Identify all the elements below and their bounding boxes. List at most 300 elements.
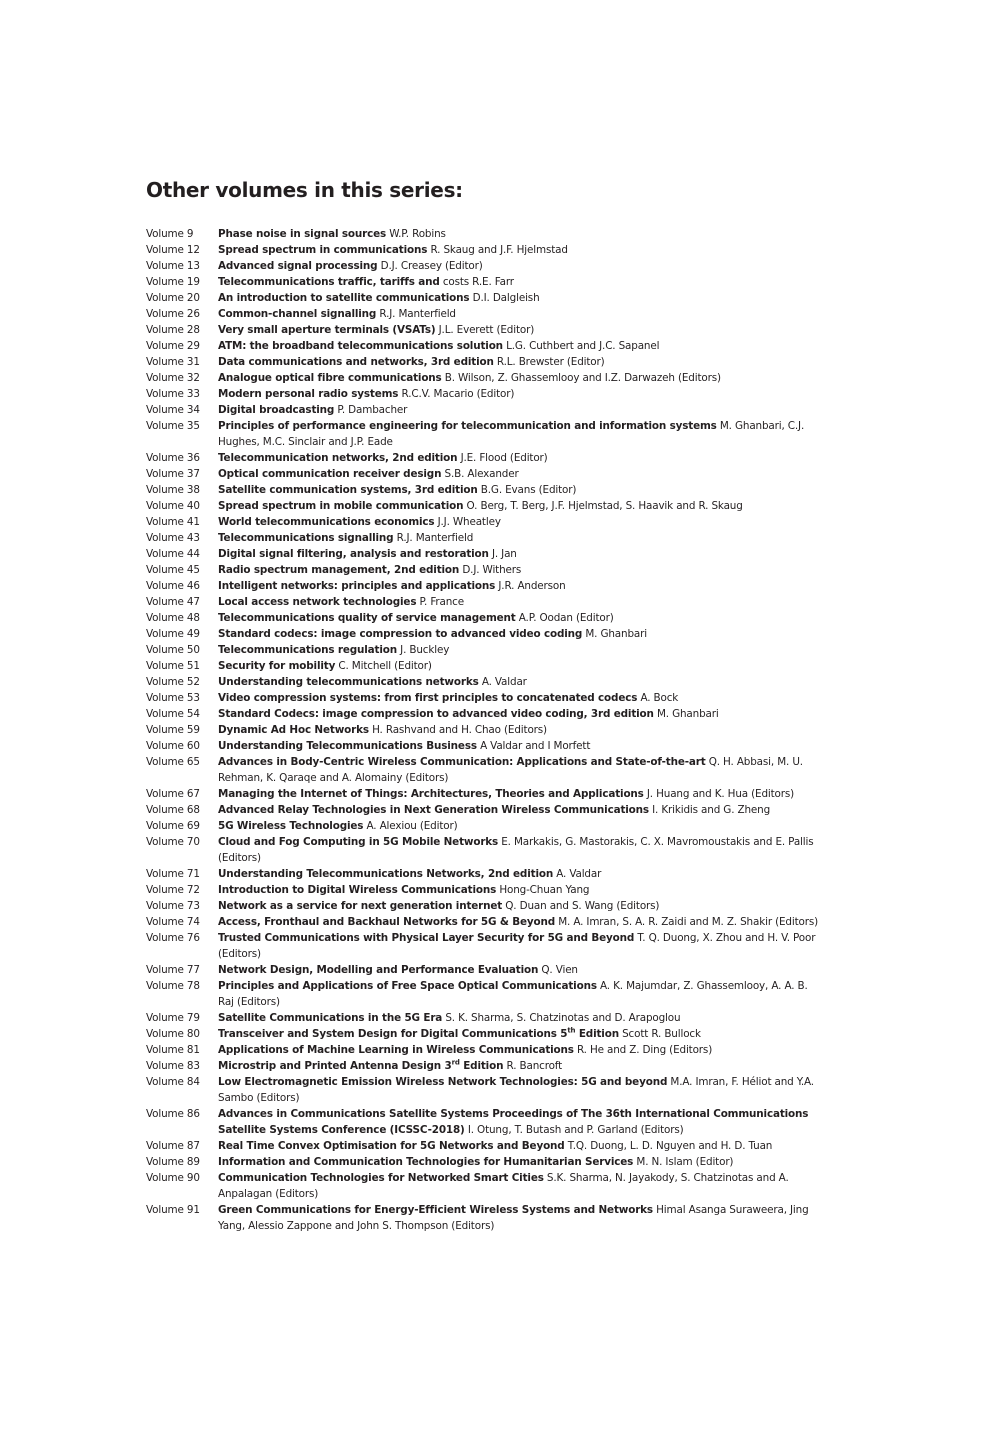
volume-number: Volume 40 (146, 500, 200, 512)
volume-entry (146, 882, 826, 898)
volume-details (218, 290, 826, 306)
volume-title (218, 868, 553, 880)
volume-title-text: Intelligent networks: principles and applications (218, 580, 496, 592)
volume-entry (146, 530, 826, 546)
volume-number: Volume 77 (146, 964, 200, 976)
volume-title (218, 532, 393, 544)
volume-title (218, 1044, 574, 1056)
volume-title (218, 884, 496, 896)
volume-number: Volume 69 (146, 820, 200, 832)
volume-number: Volume 28 (146, 324, 200, 336)
volume-number: Volume 19 (146, 276, 200, 288)
volume-title (218, 708, 654, 720)
volume-number: Volume 89 (146, 1156, 200, 1168)
volume-title-text: Telecommunications regulation (218, 644, 398, 656)
volume-number: Volume 86 (146, 1108, 200, 1120)
volume-authors: A. K. Majumdar, Z. Ghassemlooy, A. A. B. Raj (Editors) (218, 980, 808, 1008)
volume-details (218, 658, 826, 674)
volume-title-text: Common-channel signalling (218, 308, 377, 320)
volume-title (218, 340, 503, 352)
volume-entry (146, 306, 826, 322)
volume-title (218, 580, 495, 592)
volume-title-text: Analogue optical fibre communications (218, 372, 442, 384)
volume-authors: I. Krikidis and G. Zheng (652, 804, 771, 816)
volume-authors: A. Valdar (481, 676, 527, 688)
volume-authors: M. Ghanbari (585, 628, 647, 640)
volume-title (218, 980, 597, 992)
volume-details (218, 1058, 826, 1074)
volume-number: Volume 49 (146, 628, 200, 640)
volume-details (218, 802, 826, 818)
volume-number: Volume 71 (146, 868, 200, 880)
volume-details (218, 1202, 826, 1234)
volume-details (218, 882, 826, 898)
volume-entry (146, 354, 826, 370)
volume-entry (146, 610, 826, 626)
volume-entry (146, 930, 826, 962)
volume-details (218, 866, 826, 882)
volume-entry (146, 898, 826, 914)
volume-number: Volume 33 (146, 388, 200, 400)
volume-title-suffix: Edition (575, 1028, 619, 1040)
volume-number: Volume 65 (146, 756, 200, 768)
volume-details (218, 722, 826, 738)
volume-number: Volume 48 (146, 612, 200, 624)
volume-title (218, 228, 386, 240)
volume-entry (146, 450, 826, 466)
volume-title-text: Spread spectrum in communications (218, 244, 428, 256)
volume-authors: M. N. Islam (Editor) (636, 1156, 734, 1168)
volume-entry (146, 1170, 826, 1202)
volume-title-text: Dynamic Ad Hoc Networks (218, 724, 369, 736)
volume-entry (146, 1026, 826, 1042)
volume-title (218, 900, 502, 912)
volume-title-text: Communication Technologies for Networked Smart Cities (218, 1172, 544, 1184)
volume-details (218, 834, 826, 866)
volume-title-text: ATM: the broadband telecommunications solution (218, 340, 503, 352)
volume-title (218, 500, 463, 512)
volume-title (218, 788, 644, 800)
volume-title-text: Green Communications for Energy-Efficient Wireless Systems and Networks (218, 1204, 653, 1216)
volume-title-text: Microstrip and Printed Antenna Design 3 (218, 1060, 452, 1072)
volume-number: Volume 78 (146, 980, 200, 992)
volume-authors: A.P. Oodan (Editor) (518, 612, 614, 624)
volume-number: Volume 29 (146, 340, 200, 352)
volume-entry (146, 978, 826, 1010)
volume-authors: J.R. Anderson (498, 580, 566, 592)
volume-authors: J. Jan (491, 548, 517, 560)
volume-entry (146, 642, 826, 658)
volume-number: Volume 81 (146, 1044, 200, 1056)
volume-details (218, 562, 826, 578)
volume-details (218, 242, 826, 258)
volume-number: Volume 60 (146, 740, 200, 752)
volume-title-text: Network as a service for next generation internet (218, 900, 503, 912)
volume-authors: J.J. Wheatley (437, 516, 501, 528)
volume-title (218, 1140, 565, 1152)
volume-title-text: Understanding Telecommunications Business (218, 740, 477, 752)
volume-authors: J.L. Everett (Editor) (438, 324, 535, 336)
volume-title (218, 452, 457, 464)
volume-details (218, 482, 826, 498)
volume-title-text: Access, Fronthaul and Backhaul Networks for 5G & Beyond (218, 916, 556, 928)
volume-number: Volume 51 (146, 660, 200, 672)
volume-title-text: Real Time Convex Optimisation for 5G Networks and Beyond (218, 1140, 565, 1152)
volume-title-text: Digital broadcasting (218, 404, 335, 416)
volume-details (218, 674, 826, 690)
volume-title (218, 1060, 503, 1072)
volume-title-text: Data communications and networks, 3rd edition (218, 356, 494, 368)
volume-entry (146, 482, 826, 498)
volume-title-text: Understanding telecommunications networks (218, 676, 479, 688)
volume-number: Volume 84 (146, 1076, 200, 1088)
volume-details (218, 578, 826, 594)
volume-number: Volume 31 (146, 356, 200, 368)
volume-entry (146, 1074, 826, 1106)
volume-details (218, 338, 826, 354)
volume-entry (146, 498, 826, 514)
volume-authors: D.J. Withers (462, 564, 522, 576)
volume-title (218, 756, 706, 768)
volume-authors: S.K. Sharma, N. Jayakody, S. Chatzinotas and A. Anpalagan (Editors) (218, 1172, 789, 1200)
volume-title-text: Trusted Communications with Physical Layer Security for 5G and Beyond (218, 932, 635, 944)
volume-entry (146, 546, 826, 562)
volume-number: Volume 37 (146, 468, 200, 480)
volume-number: Volume 91 (146, 1204, 200, 1216)
volume-details (218, 530, 826, 546)
volume-details (218, 546, 826, 562)
edition-superscript: th (567, 1026, 576, 1035)
volume-details (218, 1106, 826, 1138)
volume-number: Volume 36 (146, 452, 200, 464)
volume-title-text: Spread spectrum in mobile communication (218, 500, 464, 512)
volume-entry (146, 290, 826, 306)
volume-entry (146, 466, 826, 482)
volume-list (146, 226, 826, 1234)
volume-number: Volume 20 (146, 292, 200, 304)
volume-title-text: Advanced Relay Technologies in Next Generation Wireless Communications (218, 804, 649, 816)
volume-title (218, 484, 478, 496)
volume-entry (146, 322, 826, 338)
volume-title (218, 308, 376, 320)
volume-title (218, 356, 494, 368)
volume-title (218, 628, 582, 640)
volume-title (218, 404, 334, 416)
volume-authors: R.L. Brewster (Editor) (496, 356, 605, 368)
volume-entry (146, 802, 826, 818)
volume-number: Volume 76 (146, 932, 200, 944)
volume-entry (146, 754, 826, 786)
volume-details (218, 690, 826, 706)
volume-authors: R.J. Manterfield (396, 532, 474, 544)
volume-entry (146, 386, 826, 402)
volume-number: Volume 34 (146, 404, 200, 416)
volume-entry (146, 626, 826, 642)
volume-entry (146, 1106, 826, 1138)
volume-title (218, 1172, 544, 1184)
volume-authors: I. Otung, T. Butash and P. Garland (Editors) (467, 1124, 684, 1136)
volume-details (218, 754, 826, 786)
volume-title (218, 420, 717, 432)
volume-entry (146, 738, 826, 754)
volume-details (218, 1026, 826, 1042)
volume-entry (146, 1042, 826, 1058)
volume-details (218, 418, 826, 450)
volume-entry (146, 1010, 826, 1026)
volume-authors: O. Berg, T. Berg, J.F. Hjelmstad, S. Haavik and R. Skaug (466, 500, 743, 512)
volume-title-text: Video compression systems: from first principles to concatenated codecs (218, 692, 638, 704)
volume-title-text: Introduction to Digital Wireless Communications (218, 884, 497, 896)
volume-details (218, 1010, 826, 1026)
volume-number: Volume 44 (146, 548, 200, 560)
volume-entry (146, 242, 826, 258)
volume-number: Volume 80 (146, 1028, 200, 1040)
volume-title (218, 372, 442, 384)
volume-entry (146, 402, 826, 418)
volume-title (218, 836, 498, 848)
volume-title (218, 468, 441, 480)
volume-details (218, 1042, 826, 1058)
volume-title-text: Standard codecs: image compression to advanced video coding (218, 628, 583, 640)
volume-authors: Hong-Chuan Yang (499, 884, 590, 896)
volume-entry (146, 818, 826, 834)
volume-number: Volume 59 (146, 724, 200, 736)
volume-authors: Scott R. Bullock (622, 1028, 701, 1040)
volume-entry (146, 690, 826, 706)
volume-number: Volume 70 (146, 836, 200, 848)
volume-entry (146, 866, 826, 882)
volume-title-text: Security for mobility (218, 660, 336, 672)
volume-authors: J.E. Flood (Editor) (460, 452, 548, 464)
volume-number: Volume 38 (146, 484, 200, 496)
volume-details (218, 914, 826, 930)
volume-authors: costs R.E. Farr (442, 276, 514, 288)
volume-title-text: Modern personal radio systems (218, 388, 399, 400)
volume-details (218, 1138, 826, 1154)
volume-title (218, 1076, 667, 1088)
volume-details (218, 354, 826, 370)
volume-title (218, 612, 516, 624)
volume-entry (146, 834, 826, 866)
volume-authors: M. Ghanbari (656, 708, 719, 720)
volume-title-text: An introduction to satellite communications (218, 292, 470, 304)
volume-title-suffix: Edition (459, 1060, 504, 1072)
volume-title-text: Information and Communication Technologies for Humanitarian Services (218, 1156, 634, 1168)
volume-entry (146, 674, 826, 690)
volume-title (218, 740, 477, 752)
volume-details (218, 514, 826, 530)
volume-title-text: Advanced signal processing (218, 260, 378, 272)
volume-authors: B.G. Evans (Editor) (480, 484, 577, 496)
volume-authors: Himal Asanga Suraweera, Jing Yang, Alessio Zappone and John S. Thompson (Editors) (218, 1204, 809, 1232)
volume-number: Volume 13 (146, 260, 200, 272)
volume-authors: P. Dambacher (337, 404, 408, 416)
volume-title-text: Principles and Applications of Free Space Optical Communications (218, 980, 597, 992)
volume-authors: T. Q. Duong, X. Zhou and H. V. Poor (Editors) (218, 932, 816, 960)
volume-entry (146, 658, 826, 674)
volume-details (218, 402, 826, 418)
volume-number: Volume 47 (146, 596, 200, 608)
volume-details (218, 626, 826, 642)
volume-title (218, 1204, 653, 1216)
volume-title (218, 388, 398, 400)
volume-number: Volume 52 (146, 676, 200, 688)
volume-authors: B. Wilson, Z. Ghassemlooy and I.Z. Darwazeh (Editors) (444, 372, 721, 384)
volume-details (218, 706, 826, 722)
volume-title (218, 820, 363, 832)
volume-title (218, 932, 634, 944)
volume-title-text: 5G Wireless Technologies (218, 820, 364, 832)
volume-authors: M. Ghanbari, C.J. Hughes, M.C. Sinclair and J.P. Eade (218, 420, 805, 448)
volume-details (218, 962, 826, 978)
volume-title (218, 676, 479, 688)
volume-authors: J. Buckley (400, 644, 450, 656)
volume-authors: Q. Duan and S. Wang (Editors) (505, 900, 660, 912)
volume-authors: S.B. Alexander (444, 468, 519, 480)
volume-title (218, 1012, 442, 1024)
volume-authors: M. A. Imran, S. A. R. Zaidi and M. Z. Shakir (Editors) (558, 916, 819, 928)
volume-title-text: Telecommunications traffic, tariffs and (218, 276, 440, 288)
volume-title (218, 260, 377, 272)
volume-authors: W.P. Robins (389, 228, 446, 240)
volume-authors: R.C.V. Macario (Editor) (401, 388, 515, 400)
volume-title-text: Very small aperture terminals (VSATs) (218, 324, 436, 336)
volume-number: Volume 67 (146, 788, 200, 800)
volume-title-text: Applications of Machine Learning in Wireless Communications (218, 1044, 574, 1056)
volume-authors: P. France (419, 596, 464, 608)
volume-details (218, 818, 826, 834)
volume-details (218, 386, 826, 402)
volume-number: Volume 53 (146, 692, 200, 704)
volume-title-text: Satellite Communications in the 5G Era (218, 1012, 443, 1024)
volume-title-text: Radio spectrum management, 2nd edition (218, 564, 460, 576)
volume-title-text: Understanding Telecommunications Networks, 2nd edition (218, 868, 554, 880)
volume-title (218, 596, 416, 608)
volume-details (218, 930, 826, 962)
volume-authors: Q. Vien (541, 964, 578, 976)
volume-authors: R. Skaug and J.F. Hjelmstad (430, 244, 568, 256)
volume-number: Volume 46 (146, 580, 200, 592)
volume-details (218, 610, 826, 626)
volume-number: Volume 9 (146, 228, 194, 240)
volume-authors: M.A. Imran, F. Héliot and Y.A. Sambo (Editors) (218, 1076, 814, 1104)
volume-details (218, 258, 826, 274)
volume-details (218, 322, 826, 338)
volume-entry (146, 274, 826, 290)
volume-title (218, 804, 649, 816)
volume-entry (146, 786, 826, 802)
volume-title-text: Optical communication receiver design (218, 468, 442, 480)
volume-title-text: Managing the Internet of Things: Architectures, Theories and Applications (218, 788, 644, 800)
volume-title-text: World telecommunications economics (218, 516, 435, 528)
volume-details (218, 1074, 826, 1106)
volume-title (218, 644, 397, 656)
volume-number: Volume 79 (146, 1012, 200, 1024)
volume-title-text: Digital signal filtering, analysis and restoration (218, 548, 489, 560)
volume-entry (146, 514, 826, 530)
volume-details (218, 466, 826, 482)
volume-entry (146, 594, 826, 610)
volume-title (218, 292, 469, 304)
volume-authors: L.G. Cuthbert and J.C. Sapanel (506, 340, 660, 352)
volume-entry (146, 1202, 826, 1234)
volume-entry (146, 258, 826, 274)
volume-number: Volume 41 (146, 516, 200, 528)
volume-title-text: Telecommunication networks, 2nd edition (218, 452, 458, 464)
volume-title-text: Network Design, Modelling and Performance Evaluation (218, 964, 539, 976)
volume-authors: T.Q. Duong, L. D. Nguyen and H. D. Tuan (567, 1140, 773, 1152)
volume-title (218, 564, 459, 576)
volume-entry (146, 370, 826, 386)
volume-entry (146, 338, 826, 354)
volume-entry (146, 562, 826, 578)
volume-authors: R. Bancroft (506, 1060, 563, 1072)
volume-authors: A Valdar and I Morfett (480, 740, 591, 752)
volume-details (218, 738, 826, 754)
volume-details (218, 978, 826, 1010)
page-title: Other volumes in this series: (146, 178, 463, 202)
volume-title-text: Satellite communication systems, 3rd edition (218, 484, 478, 496)
edition-superscript: rd (451, 1058, 460, 1067)
volume-title-text: Local access network technologies (218, 596, 417, 608)
volume-title (218, 964, 538, 976)
volume-number: Volume 54 (146, 708, 200, 720)
volume-authors: A. Bock (640, 692, 679, 704)
volume-title-text: Low Electromagnetic Emission Wireless Network Technologies: 5G and beyond (218, 1076, 668, 1088)
volume-authors: D.J. Creasey (Editor) (380, 260, 483, 272)
volume-details (218, 594, 826, 610)
volume-title (218, 276, 440, 288)
volume-number: Volume 50 (146, 644, 200, 656)
volume-title-text: Principles of performance engineering for telecommunication and information systems (218, 420, 717, 432)
volume-entry (146, 962, 826, 978)
volume-number: Volume 90 (146, 1172, 200, 1184)
volume-number: Volume 73 (146, 900, 200, 912)
volume-entry (146, 706, 826, 722)
volume-number: Volume 87 (146, 1140, 200, 1152)
volume-details (218, 642, 826, 658)
volume-number: Volume 45 (146, 564, 200, 576)
volume-number: Volume 35 (146, 420, 200, 432)
volume-title-text: Advances in Communications Satellite Systems Proceedings of The 36th International Communications Satellite Systems Conference (ICSSC-2018) (218, 1108, 809, 1136)
volume-number: Volume 72 (146, 884, 200, 896)
volume-number: Volume 68 (146, 804, 200, 816)
volume-title (218, 516, 434, 528)
volume-details (218, 226, 826, 242)
volume-number: Volume 43 (146, 532, 200, 544)
volume-entry (146, 914, 826, 930)
volume-number: Volume 32 (146, 372, 200, 384)
volume-details (218, 306, 826, 322)
volume-authors: A. Valdar (556, 868, 602, 880)
volume-title (218, 692, 637, 704)
volume-details (218, 786, 826, 802)
volume-entry (146, 1154, 826, 1170)
volume-authors: R. He and Z. Ding (Editors) (576, 1044, 713, 1056)
volume-entry (146, 1058, 826, 1074)
volume-authors: H. Rashvand and H. Chao (Editors) (372, 724, 547, 736)
volume-entry (146, 722, 826, 738)
volume-entry (146, 226, 826, 242)
volume-authors: A. Alexiou (Editor) (366, 820, 458, 832)
volume-authors: Q. H. Abbasi, M. U. Rehman, K. Qaraqe and A. Alomainy (Editors) (218, 756, 803, 784)
volume-title-text: Telecommunications signalling (218, 532, 394, 544)
volume-title-text: Cloud and Fog Computing in 5G Mobile Networks (218, 836, 499, 848)
volume-authors: E. Markakis, G. Mastorakis, C. X. Mavromoustakis and E. Pallis (Editors) (218, 836, 814, 864)
volume-details (218, 450, 826, 466)
volume-details (218, 898, 826, 914)
volume-title-text: Phase noise in signal sources (218, 228, 387, 240)
